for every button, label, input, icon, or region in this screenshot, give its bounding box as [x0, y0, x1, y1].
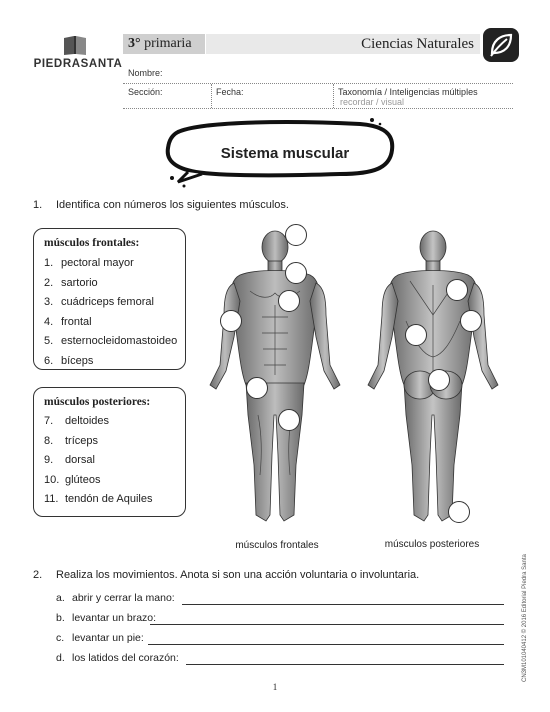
question-2-number: 2. [33, 569, 43, 581]
list-item: 9. dorsal [44, 454, 95, 466]
back-muscles-title: músculos posteriores: [44, 396, 151, 408]
list-item: 1. pectoral mayor [44, 257, 134, 269]
back-figure-caption: músculos posteriores [384, 539, 480, 550]
field-separator [211, 84, 212, 108]
date-label: Fecha: [216, 87, 244, 97]
front-figure-caption: músculos frontales [235, 540, 319, 551]
muscle-number-circle[interactable] [246, 377, 268, 399]
name-field-line [123, 83, 513, 84]
list-item: 7. deltoides [44, 415, 110, 427]
muscle-number-circle[interactable] [285, 224, 307, 246]
muscle-number-circle[interactable] [460, 310, 482, 332]
list-item: 6. bíceps [44, 354, 94, 367]
muscle-number-circle[interactable] [405, 324, 427, 346]
field-separator [333, 84, 334, 108]
grade-text: primaria [144, 36, 192, 51]
leaf-icon [483, 28, 519, 62]
front-muscles-list [44, 254, 177, 371]
muscle-number-circle[interactable] [446, 279, 468, 301]
list-item: 10. glúteos [44, 473, 101, 486]
list-item: 3. cuádriceps femoral [44, 296, 154, 308]
answer-item: c. levantar un pie: [56, 632, 144, 644]
back-muscles-box [33, 387, 186, 517]
publisher-logo: PIEDRASANTA [33, 58, 123, 70]
front-muscles-box [33, 228, 186, 370]
name-label: Nombre: [128, 68, 163, 78]
subject-badge [483, 28, 519, 62]
book-logo-icon [62, 34, 88, 56]
section-label: Sección: [128, 87, 163, 97]
taxonomy-values: recordar / visual [340, 97, 405, 107]
question-1-number: 1. [33, 199, 43, 211]
list-item: 4. frontal [44, 315, 92, 328]
grade-label [123, 34, 205, 54]
answer-line[interactable] [148, 644, 504, 645]
muscle-number-circle[interactable] [448, 501, 470, 523]
copyright-text: CN3M101040412 © 2016 Editorial Piedra Santa [522, 554, 528, 682]
answer-item: b. levantar un brazo: [56, 612, 157, 624]
front-muscles-title: músculos frontales: [44, 237, 140, 249]
question-2-text: Realiza los movimientos. Anota si son una acción voluntaria o involuntaria. [56, 569, 420, 581]
page-title: Sistema muscular [220, 145, 350, 162]
list-item: 8. tríceps [44, 434, 99, 447]
list-item: 2. sartorio [44, 276, 98, 289]
list-item: 11. tendón de Aquiles [44, 493, 153, 505]
answer-line[interactable] [150, 624, 504, 625]
muscle-number-circle[interactable] [278, 290, 300, 312]
front-muscles-figure [200, 225, 350, 530]
muscle-number-circle[interactable] [220, 310, 242, 332]
section-field-line [123, 108, 513, 109]
back-muscles-list [44, 412, 152, 510]
subject-title: Ciencias Naturales [206, 34, 480, 54]
muscle-number-circle[interactable] [428, 369, 450, 391]
answer-line[interactable] [186, 664, 504, 665]
muscle-number-circle[interactable] [278, 409, 300, 431]
answer-item: a. abrir y cerrar la mano: [56, 592, 175, 604]
answer-line[interactable] [182, 604, 504, 605]
muscle-number-circle[interactable] [285, 262, 307, 284]
page-number: 1 [272, 682, 278, 692]
question-1-text: Identifica con números los siguientes músculos. [56, 199, 289, 211]
grade-number: 3° [128, 36, 141, 51]
taxonomy-label: Taxonomía / Inteligencias múltiples [338, 87, 478, 97]
list-item: 5. esternocleidomastoideo [44, 335, 178, 347]
answer-item: d. los latidos del corazón: [56, 652, 179, 664]
